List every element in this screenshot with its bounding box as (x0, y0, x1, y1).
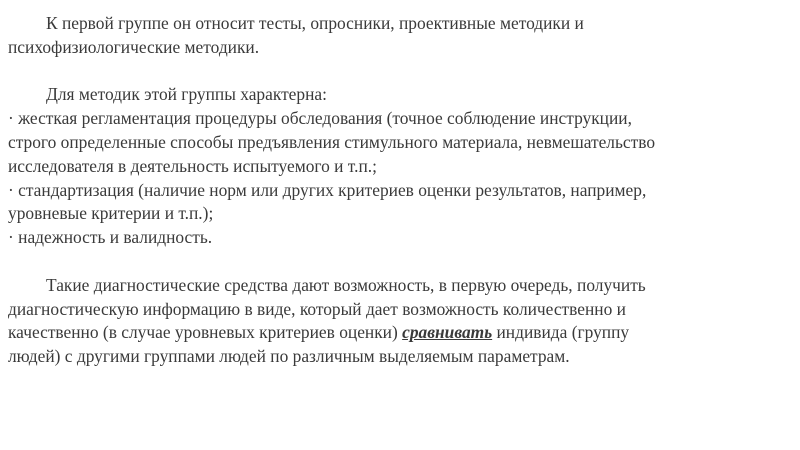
paragraph-gap (8, 250, 778, 274)
bullet1-line1: · жесткая регламентация процедуры обследования (точное соблюдение инструкции, (8, 108, 632, 129)
bullet3-line1: · надежность и валидность. (8, 227, 213, 248)
paragraph3-line3-before: качественно (в случае уровневых критериев оценки) (8, 322, 403, 343)
paragraph1-line2: психофизиологические методики. (8, 36, 260, 57)
bullet1-line3: исследователя в деятельность испытуемого и т.п.; (8, 155, 377, 176)
emphasized-word: сравнивать (402, 322, 493, 343)
paragraph3-line3-after: индивида (группу (492, 322, 630, 343)
paragraph-gap (8, 60, 778, 84)
paragraph3-line1: Такие диагностические средства дают возможность, в первую очередь, получить (46, 274, 646, 295)
paragraph2-intro: Для методик этой группы характерна: (46, 84, 327, 105)
bullet2-line1: · стандартизация (наличие норм или других критериев оценки результатов, например, (8, 179, 647, 200)
paragraph3-line4: людей) с другими группами людей по различным выделяемым параметрам. (8, 346, 570, 367)
bullet2-line2: уровневые критерии и т.п.); (8, 203, 214, 224)
paragraph1-line1: К первой группе он относит тесты, опросники, проективные методики и (46, 13, 584, 33)
paragraph3-line3 (8, 321, 778, 345)
paragraph3-line2: диагностическую информацию в виде, который дает возможность количественно и (8, 298, 626, 319)
slide-text (8, 12, 778, 369)
bullet1-line2: строго определенные способы предъявления стимульного материала, невмешательство (8, 131, 656, 152)
